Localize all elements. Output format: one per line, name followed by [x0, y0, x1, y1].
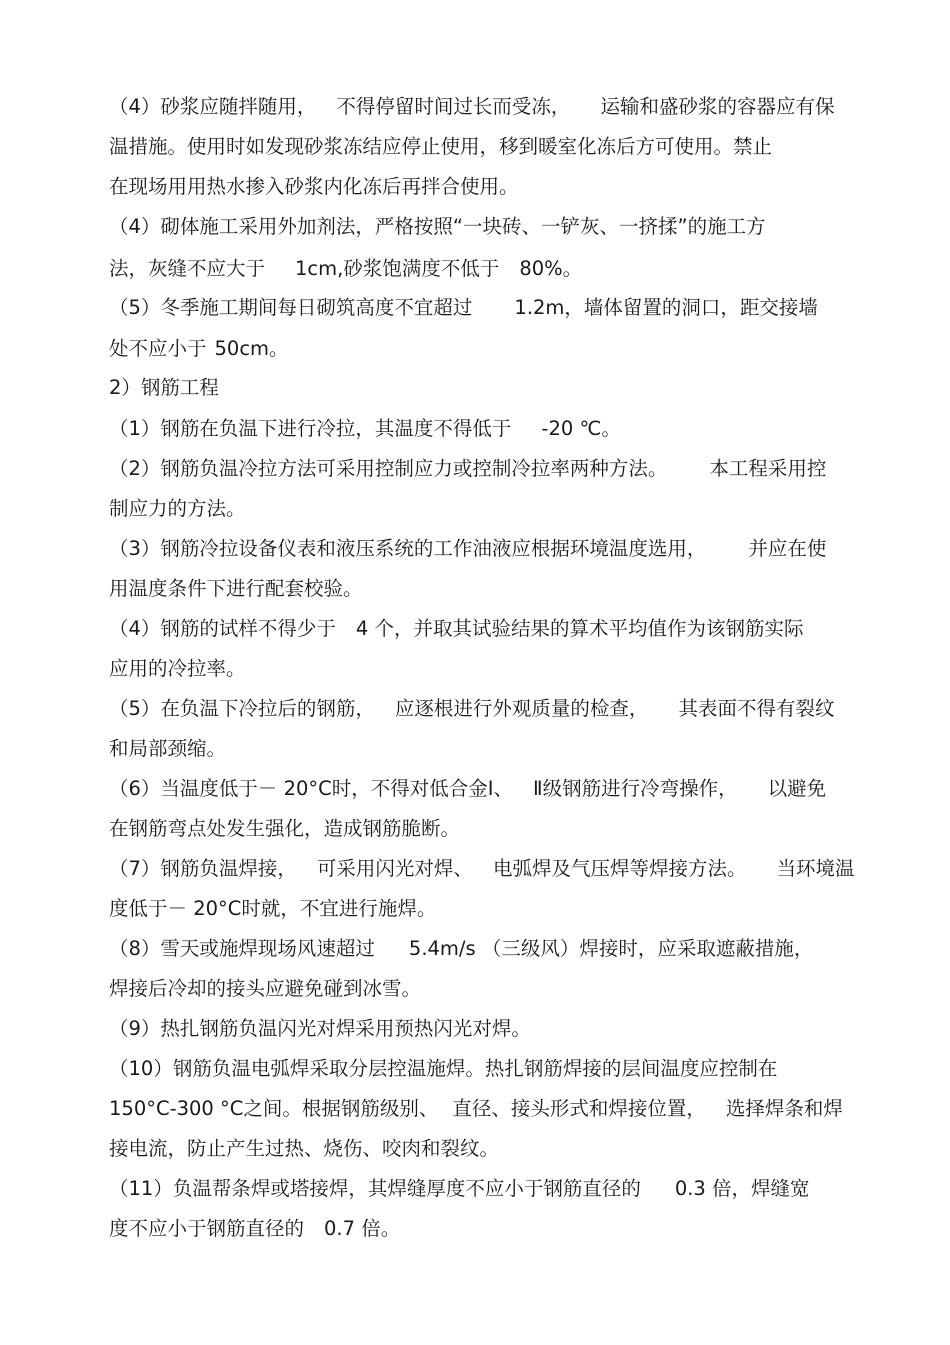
text-line	[109, 856, 854, 882]
text-line	[109, 776, 826, 802]
text-line	[109, 656, 246, 682]
text-run: 0.7 倍。	[324, 1217, 401, 1240]
text-run: 运输和盛砂浆的容器应有保	[600, 95, 835, 118]
text-line	[109, 536, 826, 562]
text-line	[109, 295, 818, 321]
text-run: 选择焊条和焊	[725, 1097, 843, 1120]
text-run: 1cm,砂浆饱满度不低于	[295, 257, 500, 280]
text-run: （9）热扎钢筋负温闪光对焊采用预热闪光对焊。	[109, 1017, 531, 1040]
text-run: 50cm。	[214, 337, 289, 360]
text-run: 在钢筋弯点处发生强化，造成钢筋脆断。	[109, 817, 461, 840]
text-run: （6）当温度低于－ 20°C时，不得对低合金Ⅰ、	[109, 777, 514, 800]
text-line	[109, 1136, 499, 1162]
text-run: 用温度条件下进行配套校验。	[109, 577, 363, 600]
text-line	[109, 1216, 400, 1242]
text-run: 应用的冷拉率。	[109, 657, 246, 680]
text-line	[109, 1096, 843, 1122]
text-run: -20 ℃。	[541, 417, 621, 440]
text-run: 温措施。使用时如发现砂浆冻结应停止使用，移到暖室化冻后方可使用。禁止	[109, 135, 773, 158]
text-run: 其表面不得有裂纹	[678, 697, 835, 720]
text-line	[109, 1056, 777, 1082]
text-run: （2）钢筋负温冷拉方法可采用控制应力或控制冷拉率两种方法。	[109, 457, 668, 480]
text-run: Ⅱ级钢筋进行冷弯操作，	[533, 777, 738, 800]
text-line	[109, 736, 226, 762]
text-run: （8）雪天或施焊现场风速超过	[109, 937, 375, 960]
text-line	[109, 936, 813, 962]
text-run: （4）砂浆应随拌随用，	[109, 95, 317, 118]
text-run: 焊接后冷却的接头应避免碰到冰雪。	[109, 977, 422, 1000]
text-run: （4）砌体施工采用外加剂法，严格按照“一块砖、一铲灰、一挤揉”的施工方	[109, 215, 766, 238]
text-run: 1.2m，墙体留置的洞口，距交接墙	[514, 296, 818, 319]
text-run: 可采用闪光对焊、	[316, 857, 473, 880]
text-line	[109, 496, 246, 522]
text-line	[109, 1176, 810, 1202]
text-run: 和局部颈缩。	[109, 737, 227, 760]
text-line	[109, 256, 582, 282]
text-line	[109, 976, 421, 1002]
text-run: （1）钢筋在负温下进行冷拉，其温度不得低于	[109, 417, 512, 440]
text-line	[109, 174, 519, 200]
text-run: 当环境温	[776, 857, 855, 880]
text-line	[109, 816, 460, 842]
text-run: （3）钢筋冷拉设备仪表和液压系统的工作油液应根据环境温度选用，	[109, 537, 707, 560]
text-run: 直径、接头形式和焊接位置，	[452, 1097, 706, 1120]
text-line	[109, 616, 804, 642]
text-run: 处不应小于	[109, 337, 207, 360]
text-run: （7）钢筋负温焊接，	[109, 857, 297, 880]
text-run: 在现场用用热水掺入砂浆内化冻后再拌合使用。	[109, 175, 519, 198]
text-run: 5.4m/s （三级风）焊接时，应采取遮蔽措施，	[408, 937, 814, 960]
text-line	[109, 416, 621, 442]
text-run: 电弧焊及气压焊等焊接方法。	[492, 857, 747, 880]
text-run: 80%。	[519, 257, 583, 280]
text-run: 制应力的方法。	[109, 497, 246, 520]
text-line	[109, 1016, 531, 1042]
text-run: 0.3 倍，焊缝宽	[674, 1177, 810, 1200]
text-run: 4 个，并取其试验结果的算术平均值作为该钢筋实际	[355, 617, 804, 640]
text-line	[109, 896, 436, 922]
text-run: 法，灰缝不应大于	[109, 257, 266, 280]
text-run: （4）钢筋的试样不得少于	[109, 617, 336, 640]
text-line	[109, 456, 826, 482]
text-run: （10）钢筋负温电弧焊采取分层控温施焊。热扎钢筋焊接的层间温度应控制在	[109, 1057, 778, 1080]
text-run: 接电流，防止产生过热、烧伤、咬肉和裂纹。	[109, 1137, 500, 1160]
text-line	[109, 336, 289, 362]
text-run: （11）负温帮条焊或塔接焊，其焊缝厚度不应小于钢筋直径的	[109, 1177, 641, 1200]
text-run: （5）冬季施工期间每日砌筑高度不宜超过	[109, 296, 473, 319]
text-run: 度不应小于钢筋直径的	[109, 1217, 305, 1240]
text-run: 以避免	[767, 777, 827, 800]
text-run: 度低于－ 20°C时就，不宜进行施焊。	[109, 897, 437, 920]
text-line	[109, 576, 363, 602]
text-run: 不得停留时间过长而受冻，	[336, 95, 571, 118]
text-run: 本工程采用控	[709, 457, 827, 480]
text-line	[109, 214, 766, 240]
text-run: （5）在负温下冷拉后的钢筋，	[109, 697, 375, 720]
text-run: 150°C-300 °C之间。根据钢筋级别、	[109, 1097, 439, 1120]
text-line	[109, 94, 834, 120]
text-line	[109, 134, 772, 160]
text-line	[109, 696, 834, 722]
text-run: 2）钢筋工程	[109, 376, 219, 399]
text-run: 并应在使	[748, 537, 827, 560]
section-heading	[109, 375, 219, 401]
text-run: 应逐根进行外观质量的检查，	[394, 697, 649, 720]
